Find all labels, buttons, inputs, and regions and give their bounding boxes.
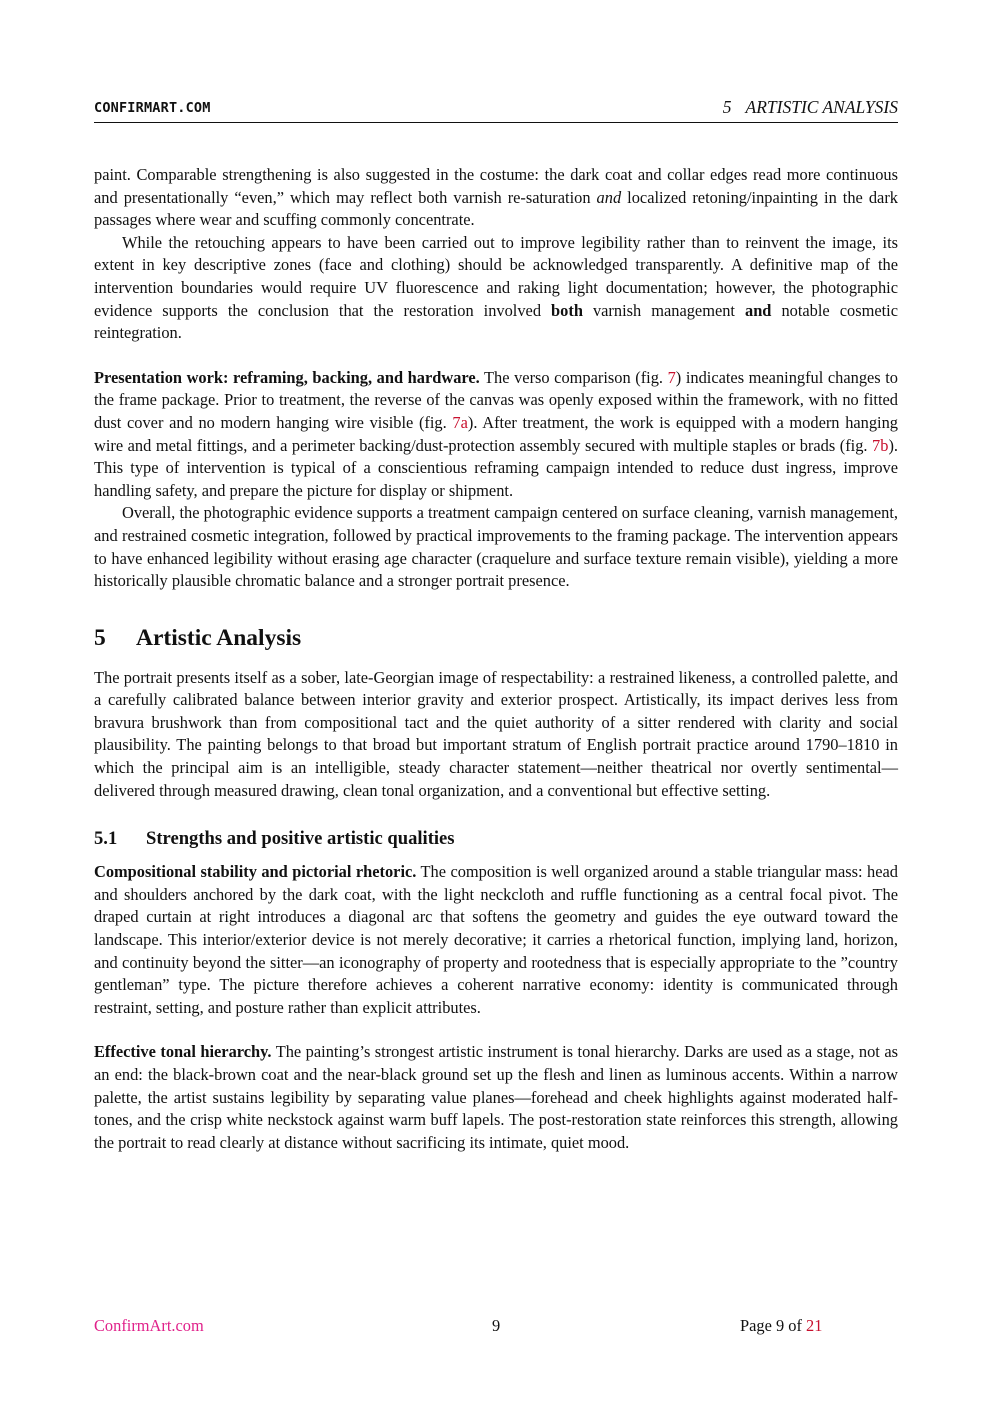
paragraph-lead: Presentation work: reframing, backing, and hardware. xyxy=(94,367,480,387)
emphasis-text: and xyxy=(596,187,622,207)
confirmart-logo: CONFIRMART.COM xyxy=(94,100,211,116)
page-footer xyxy=(94,1316,898,1340)
bold-text: both xyxy=(551,300,583,320)
figure-ref-link[interactable]: 7b xyxy=(872,435,889,455)
total-pages-link[interactable]: 21 xyxy=(806,1316,823,1335)
paragraph: The portrait presents itself as a sober, late-Georgian image of respectability: a restrained likeness, a controlled palette, and a carefully calibrated balance between interior gravity and exterior prospect. Artistically, its impact derives less from bravura brushwork than from compositional tact and the quiet authority of a sitter rendered with clarity and social plausibility. The painting belongs to that broad but important stratum of English portrait practice around 1790–1810 in which the principal aim is an intelligible, steady character statement—neither theatrical nor overtly sentimental—delivered through measured drawing, clean tonal organization, and a conventional but effective setting. xyxy=(94,667,898,800)
section-number: 5 xyxy=(94,624,106,651)
section-title: Artistic Analysis xyxy=(136,624,302,651)
paragraph xyxy=(94,1041,898,1154)
text-run: The verso comparison (fig. xyxy=(479,367,668,387)
page-header xyxy=(94,96,898,123)
text-run: varnish management xyxy=(582,300,745,320)
running-head-number: 5 xyxy=(722,97,732,117)
text-run: The composition is well organized around a stable triangular mass: head and shoulders anchored by the dark coat, with the light neckcloth and ruffle functioning as a central focal pivot. The draped curtain at right introduces a diagonal arc that softens the geometry and guides the eye outward toward the landscape. This interior/exterior device is not merely decorative; it carries a rhetorical function, implying land, horizon, and continuity beyond the sitter—an iconography of property and rootedness that is especially appropriate to the ”country gentleman” type. The picture therefore achieves a coherent narrative economy: identity is communicated through restraint, setting, and posture rather than explicit attributes. xyxy=(94,862,898,1017)
text-run: ). After treatment, the work is equipped with a modern hanging wire and metal fittings, and a perimeter backing/dust-protection assembly secured with multiple staples or brads (fig. xyxy=(94,412,898,455)
footer-page-info xyxy=(740,1316,822,1336)
paragraph: Overall, the photographic evidence supports a treatment campaign centered on surface cleaning, varnish management, and restrained cosmetic integration, followed by practical improvements to the framing package. The intervention appears to have enhanced legibility without erasing age character (craquelure and surface texture remain visible), yielding a more historically plausible chromatic balance and a stronger portrait presence. xyxy=(94,503,898,591)
page-label: Page 9 of xyxy=(740,1316,807,1335)
footer-site-link[interactable]: ConfirmArt.com xyxy=(94,1316,204,1335)
paragraph-lead: Compositional stability and pictorial rhetoric. xyxy=(94,862,417,882)
text-run: ). This type of intervention is typical of a conscientious reframing campaign intended to reduce dust ingress, improve handling safety, and prepare the picture for display or shipment. xyxy=(94,435,898,500)
paragraph xyxy=(94,232,898,345)
subsection-title: Strengths and positive artistic qualities xyxy=(146,828,455,850)
figure-ref-link[interactable]: 7 xyxy=(667,367,676,387)
text-run: notable cosmetic reintegration. xyxy=(94,300,898,343)
subsection-heading xyxy=(94,826,898,852)
paragraph-lead: Effective tonal hierarchy. xyxy=(94,1042,272,1062)
subsection-number: 5.1 xyxy=(94,828,118,850)
text-run: While the retouching appears to have been carried out to improve legibility rather than to reinvent the image, its extent in key descriptive zones (face and clothing) should be acknowledged transparently. A definitive map of the intervention boundaries would require UV fluorescence and raking light documentation; however, the photographic evidence supports the conclusion that the restoration involved xyxy=(94,232,898,320)
figure-ref-link[interactable]: 7a xyxy=(452,412,468,432)
document-body xyxy=(94,164,898,1154)
running-head xyxy=(723,97,898,118)
paragraph xyxy=(94,164,898,232)
text-run: ) indicates meaningful changes to the frame package. Prior to treatment, the reverse of the canvas was openly exposed within the framework, with no fitted dust cover and no modern hanging wire visible (fig. xyxy=(94,367,898,432)
running-head-title: ARTISTIC ANALYSIS xyxy=(745,97,898,117)
text-run: localized retoning/inpainting in the dark passages where wear and scuffing commonly concentrate. xyxy=(94,187,898,230)
text-run: The painting’s strongest artistic instrument is tonal hierarchy. Darks are used as a stage, not as an end: the black-brown coat and the near-black ground set up the flesh and linen as luminous accents. Within a narrow palette, the artist sustains legibility by separating value planes—forehead and cheek highlights against moderated half-tones, and the crisp white neckstock against warm buff lapels. The post-restoration state reinforces this strength, allowing the portrait to read clearly at distance without sacrificing its intimate, quiet mood. xyxy=(94,1042,898,1152)
bold-text: and xyxy=(745,300,772,320)
footer-page-number: 9 xyxy=(492,1316,501,1335)
section-heading xyxy=(94,623,898,653)
paragraph xyxy=(94,861,898,1019)
text-run: paint. Comparable strengthening is also suggested in the costume: the dark coat and collar edges read more continuous and presentationally “even,” which may reflect both varnish re-saturation xyxy=(94,165,898,207)
paragraph xyxy=(94,367,898,503)
